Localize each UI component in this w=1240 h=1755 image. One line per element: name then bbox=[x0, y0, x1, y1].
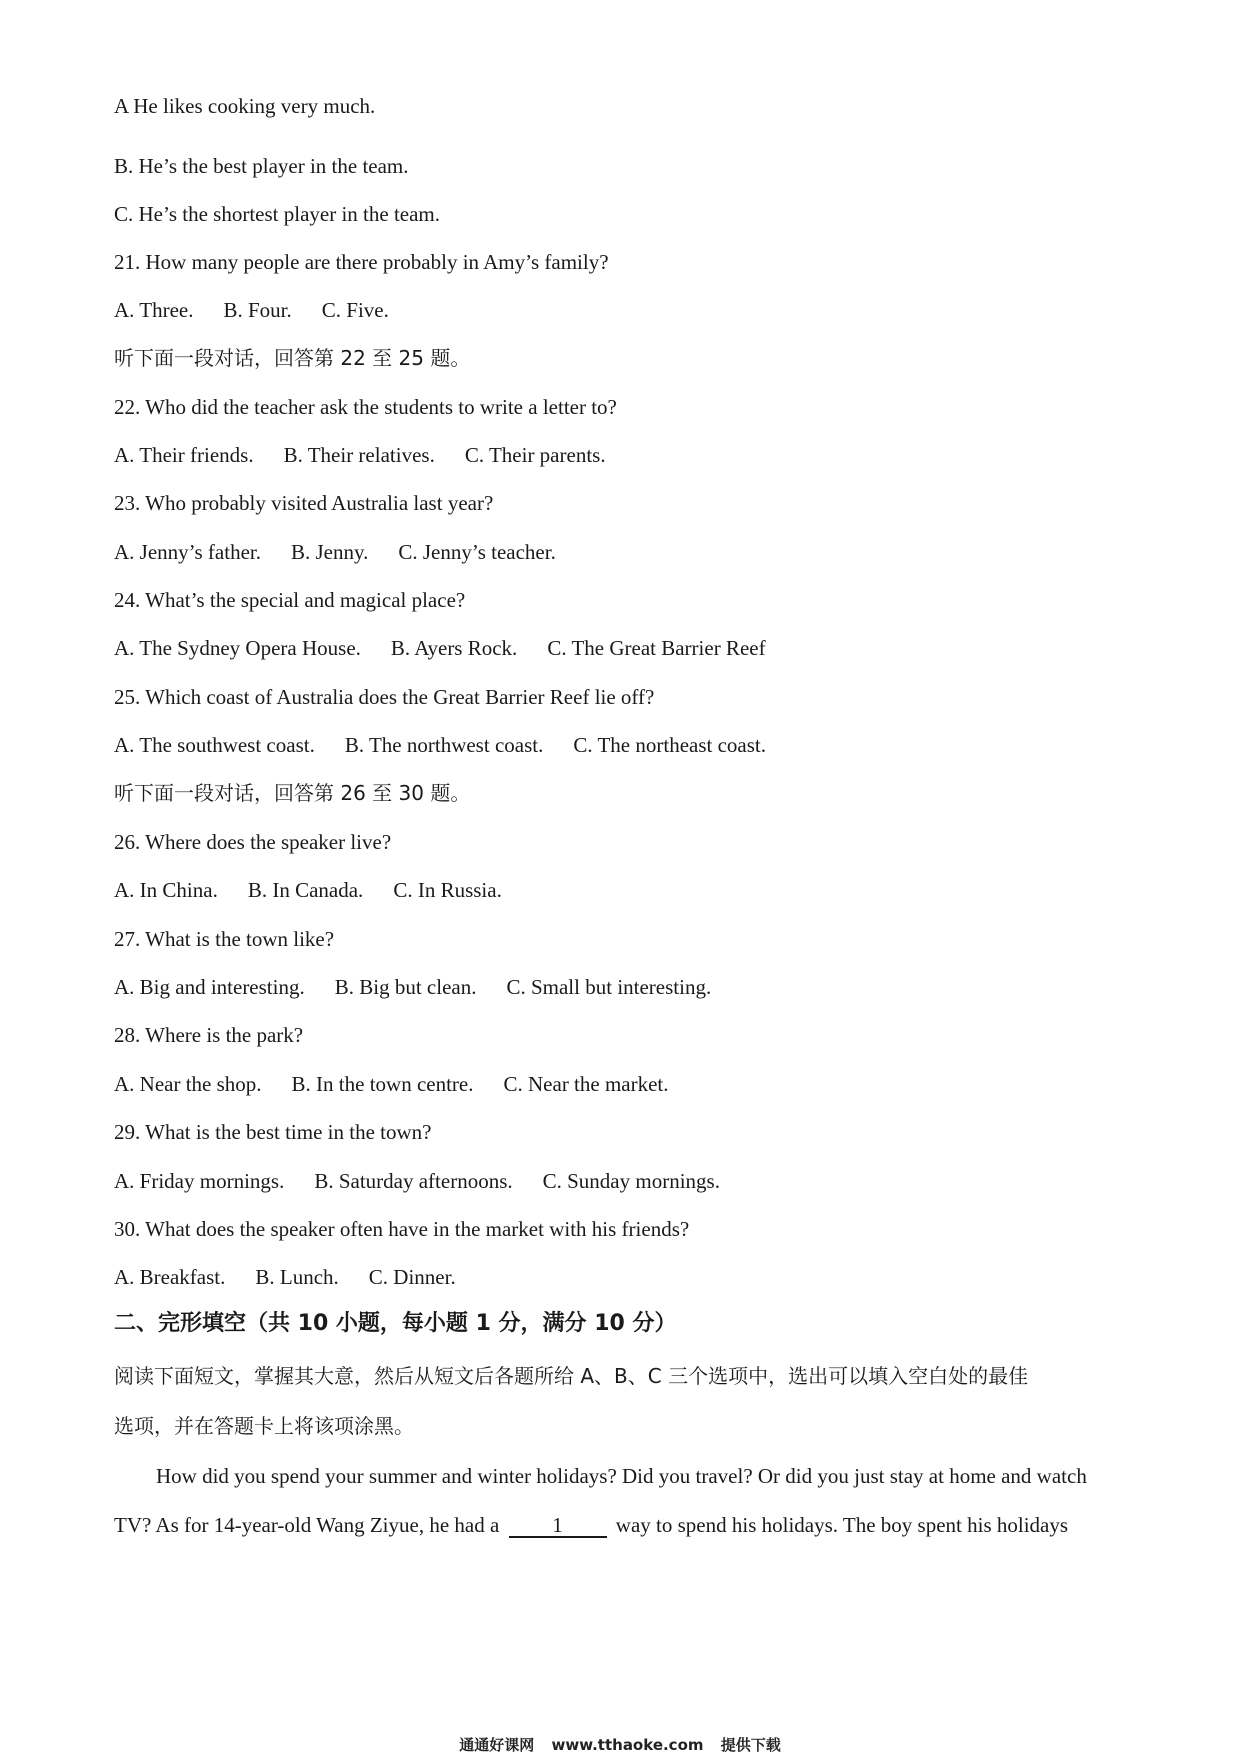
instruction-26-30: 听下面一段对话，回答第 26 至 30 题。 bbox=[114, 781, 471, 805]
q26-option-c: C. In Russia. bbox=[393, 878, 502, 902]
q26-option-b: B. In Canada. bbox=[247, 878, 364, 902]
q24-question: 24. What’s the special and magical place? bbox=[114, 588, 466, 612]
q28-question: 28. Where is the park? bbox=[114, 1023, 304, 1047]
q28-options bbox=[114, 1070, 1130, 1098]
passage-line-1: How did you spend your summer and winter holidays? Did you travel? Or did you just stay at home and watch bbox=[156, 1464, 1087, 1488]
q24-option-b: B. Ayers Rock. bbox=[390, 636, 518, 660]
q28-option-a: A. Near the shop. bbox=[114, 1072, 262, 1096]
q27-options bbox=[114, 973, 1130, 1001]
page-footer bbox=[0, 1734, 1240, 1755]
footer-url: www.tthaoke.com bbox=[551, 1736, 704, 1754]
q24-option-c: C. The Great Barrier Reef bbox=[547, 636, 766, 660]
q23-question: 23. Who probably visited Australia last year? bbox=[114, 491, 494, 515]
q22-question: 22. Who did the teacher ask the students to write a letter to? bbox=[114, 395, 617, 419]
q20-option-b: B. He’s the best player in the team. bbox=[114, 154, 409, 178]
q23-option-c: C. Jenny’s teacher. bbox=[398, 540, 556, 564]
q28-option-c: C. Near the market. bbox=[503, 1072, 669, 1096]
section-2-instruction-line-2: 选项，并在答题卡上将该项涂黑。 bbox=[114, 1414, 414, 1438]
q26-option-a: A. In China. bbox=[114, 878, 218, 902]
q29-question: 29. What is the best time in the town? bbox=[114, 1120, 432, 1144]
section-2-heading: 二、完形填空（共 10 小题，每小题 1 分，满分 10 分） bbox=[114, 1311, 677, 1336]
q30-question: 30. What does the speaker often have in the market with his friends? bbox=[114, 1217, 690, 1241]
q21-option-a: A. Three. bbox=[114, 298, 194, 322]
q26-question: 26. Where does the speaker live? bbox=[114, 830, 392, 854]
q22-options bbox=[114, 441, 1130, 469]
q24-option-a: A. The Sydney Opera House. bbox=[114, 636, 361, 660]
q25-option-a: A. The southwest coast. bbox=[114, 733, 315, 757]
q23-option-b: B. Jenny. bbox=[290, 540, 369, 564]
instruction-22-25: 听下面一段对话，回答第 22 至 25 题。 bbox=[114, 346, 471, 370]
q27-option-c: C. Small but interesting. bbox=[506, 975, 712, 999]
q22-option-c: C. Their parents. bbox=[464, 443, 606, 467]
q30-option-c: C. Dinner. bbox=[368, 1265, 456, 1289]
q20-option-a: A He likes cooking very much. bbox=[114, 94, 376, 118]
q25-options bbox=[114, 731, 1130, 759]
q21-question: 21. How many people are there probably in Amy’s family? bbox=[114, 250, 609, 274]
passage-line-2 bbox=[114, 1511, 1130, 1539]
q24-options bbox=[114, 634, 1130, 662]
q27-option-a: A. Big and interesting. bbox=[114, 975, 305, 999]
q23-option-a: A. Jenny’s father. bbox=[114, 540, 261, 564]
q25-question: 25. Which coast of Australia does the Great Barrier Reef lie off? bbox=[114, 685, 655, 709]
q25-option-b: B. The northwest coast. bbox=[344, 733, 544, 757]
q21-options bbox=[114, 296, 1130, 324]
q26-options bbox=[114, 876, 1130, 904]
q27-option-b: B. Big but clean. bbox=[334, 975, 477, 999]
passage-line-2-before: TV? As for 14-year-old Wang Ziyue, he had a bbox=[114, 1513, 500, 1537]
q27-question: 27. What is the town like? bbox=[114, 927, 335, 951]
q21-option-b: B. Four. bbox=[223, 298, 292, 322]
section-2-instruction-line-1: 阅读下面短文，掌握其大意，然后从短文后各题所给 A、B、C 三个选项中，选出可以填入空白处的最佳 bbox=[114, 1364, 1029, 1388]
q29-option-a: A. Friday mornings. bbox=[114, 1169, 285, 1193]
q29-options bbox=[114, 1167, 1130, 1195]
q25-option-c: C. The northeast coast. bbox=[573, 733, 766, 757]
q30-option-a: A. Breakfast. bbox=[114, 1265, 226, 1289]
footer-site-name: 通通好课网 bbox=[459, 1736, 535, 1754]
q29-option-c: C. Sunday mornings. bbox=[542, 1169, 720, 1193]
q21-option-c: C. Five. bbox=[321, 298, 389, 322]
footer-note: 提供下载 bbox=[720, 1736, 781, 1754]
q29-option-b: B. Saturday afternoons. bbox=[314, 1169, 513, 1193]
passage-line-2-after: way to spend his holidays. The boy spent his holidays bbox=[615, 1513, 1069, 1537]
q23-options bbox=[114, 538, 1130, 566]
q30-options bbox=[114, 1263, 1130, 1291]
q22-option-b: B. Their relatives. bbox=[283, 443, 435, 467]
q30-option-b: B. Lunch. bbox=[255, 1265, 339, 1289]
cloze-blank-1: 1 bbox=[509, 1514, 607, 1538]
q22-option-a: A. Their friends. bbox=[114, 443, 254, 467]
q28-option-b: B. In the town centre. bbox=[291, 1072, 474, 1096]
q20-option-c: C. He’s the shortest player in the team. bbox=[114, 202, 441, 226]
